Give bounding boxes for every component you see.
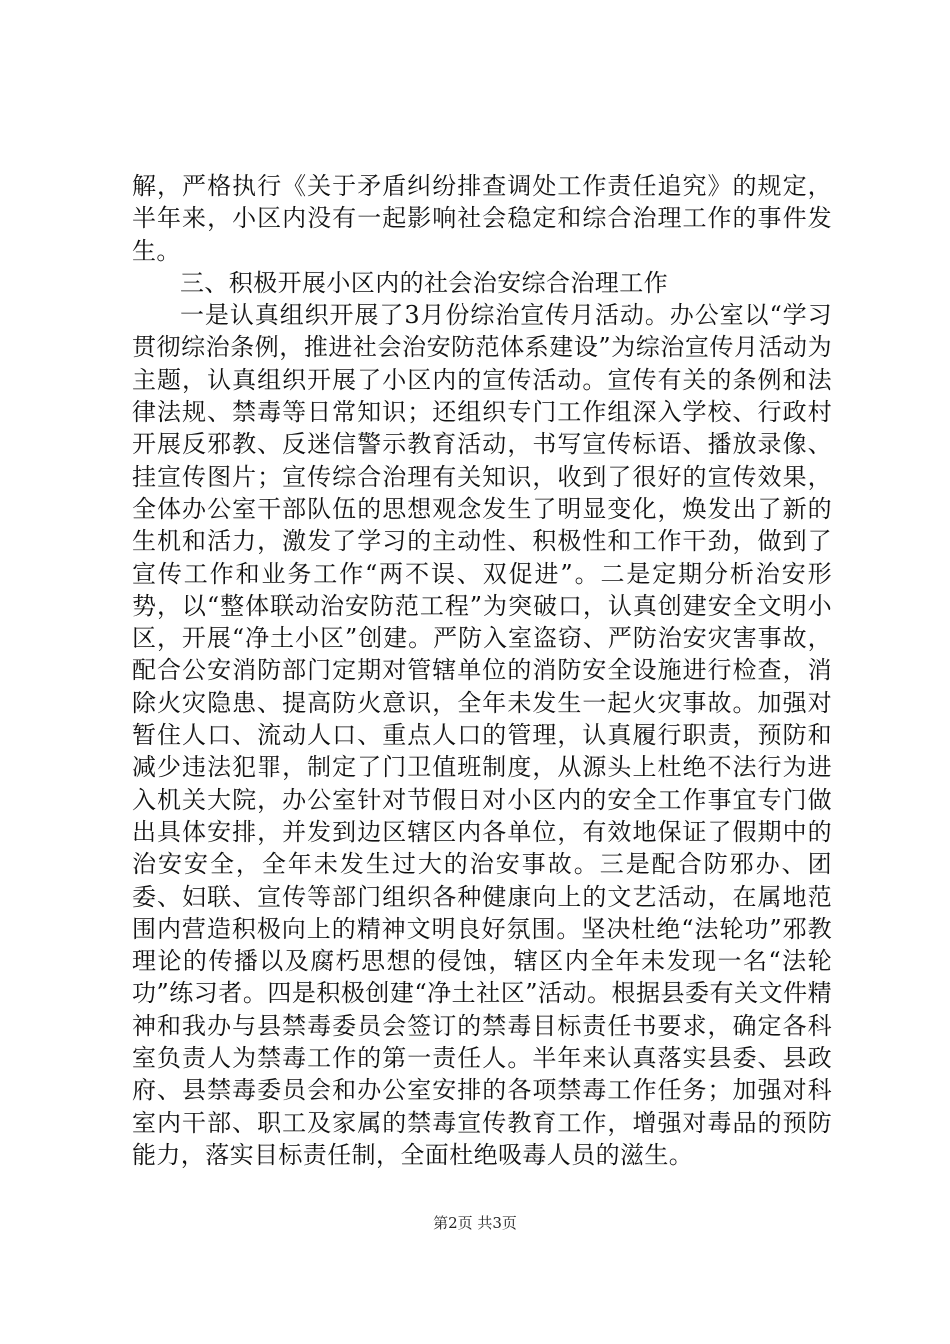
page-number-footer: 第2页 共3页: [433, 1214, 517, 1232]
paragraph-body: 一是认真组织开展了3月份综治宣传月活动。办公室以“学习贯彻综治条例，推进社会治安防范体系建设”为综治宣传月活动为主题，认真组织开展了小区内的宣传活动。宣传有关的条例和法律法规、禁毒等日常知识；还组织专门工作组深入学校、行政村开展反邪教、反迷信警示教育活动，书写宣传标语、播放录像、挂宣传图片；宣传综合治理有关知识，收到了很好的宣传效果，全体办公室干部队伍的思想观念发生了明显变化，焕发出了新的生机和活力，激发了学习的主动性、积极性和工作干劲，做到了宣传工作和业务工作“两不误、双促进”。二是定期分析治安形势，以“整体联动治安防范工程”为突破口，认真创建安全文明小区，开展“净土小区”创建。严防入室盗窃、严防治安灾害事故，配合公安消防部门定期对管辖单位的消防安全设施进行检查，消除火灾隐患、提高防火意识，全年未发生一起火灾事故。加强对暂住人口、流动人口、重点人口的管理，认真履行职责，预防和减少违法犯罪，制定了门卫值班制度，从源头上杜绝不法行为进入机关大院，办公室针对节假日对小区内的安全工作事宜专门做出具体安排，并发到边区辖区内各单位，有效地保证了假期中的治安安全，全年未发生过大的治安事故。三是配合防邪办、团委、妇联、宣传等部门组织各种健康向上的文艺活动，在属地范围内营造积极向上的精神文明良好氛围。坚决杜绝“法轮功”邪教理论的传播以及腐朽思想的侵蚀，辖区内全年未发现一名“法轮功”练习者。四是积极创建“净土社区”活动。根据县委有关文件精神和我办与县禁毒委员会签订的禁毒目标责任书要求，确定各科室负责人为禁毒工作的第一责任人。半年来认真落实县委、县政府、县禁毒委员会和办公室安排的各项禁毒工作任务；加强对科室内干部、职工及家属的禁毒宣传教育工作，增强对毒品的预防能力，落实目标责任制，全面杜绝吸毒人员的滋生。: [132, 301, 832, 1169]
section-heading: 三、积极开展小区内的社会治安综合治理工作: [180, 268, 668, 297]
paragraph-continuation: 解，严格执行《关于矛盾纠纷排查调处工作责任追究》的规定，半年来，小区内没有一起影响社会稳定和综合治理工作的事件发生。: [132, 172, 832, 265]
document-body: [132, 170, 832, 1171]
